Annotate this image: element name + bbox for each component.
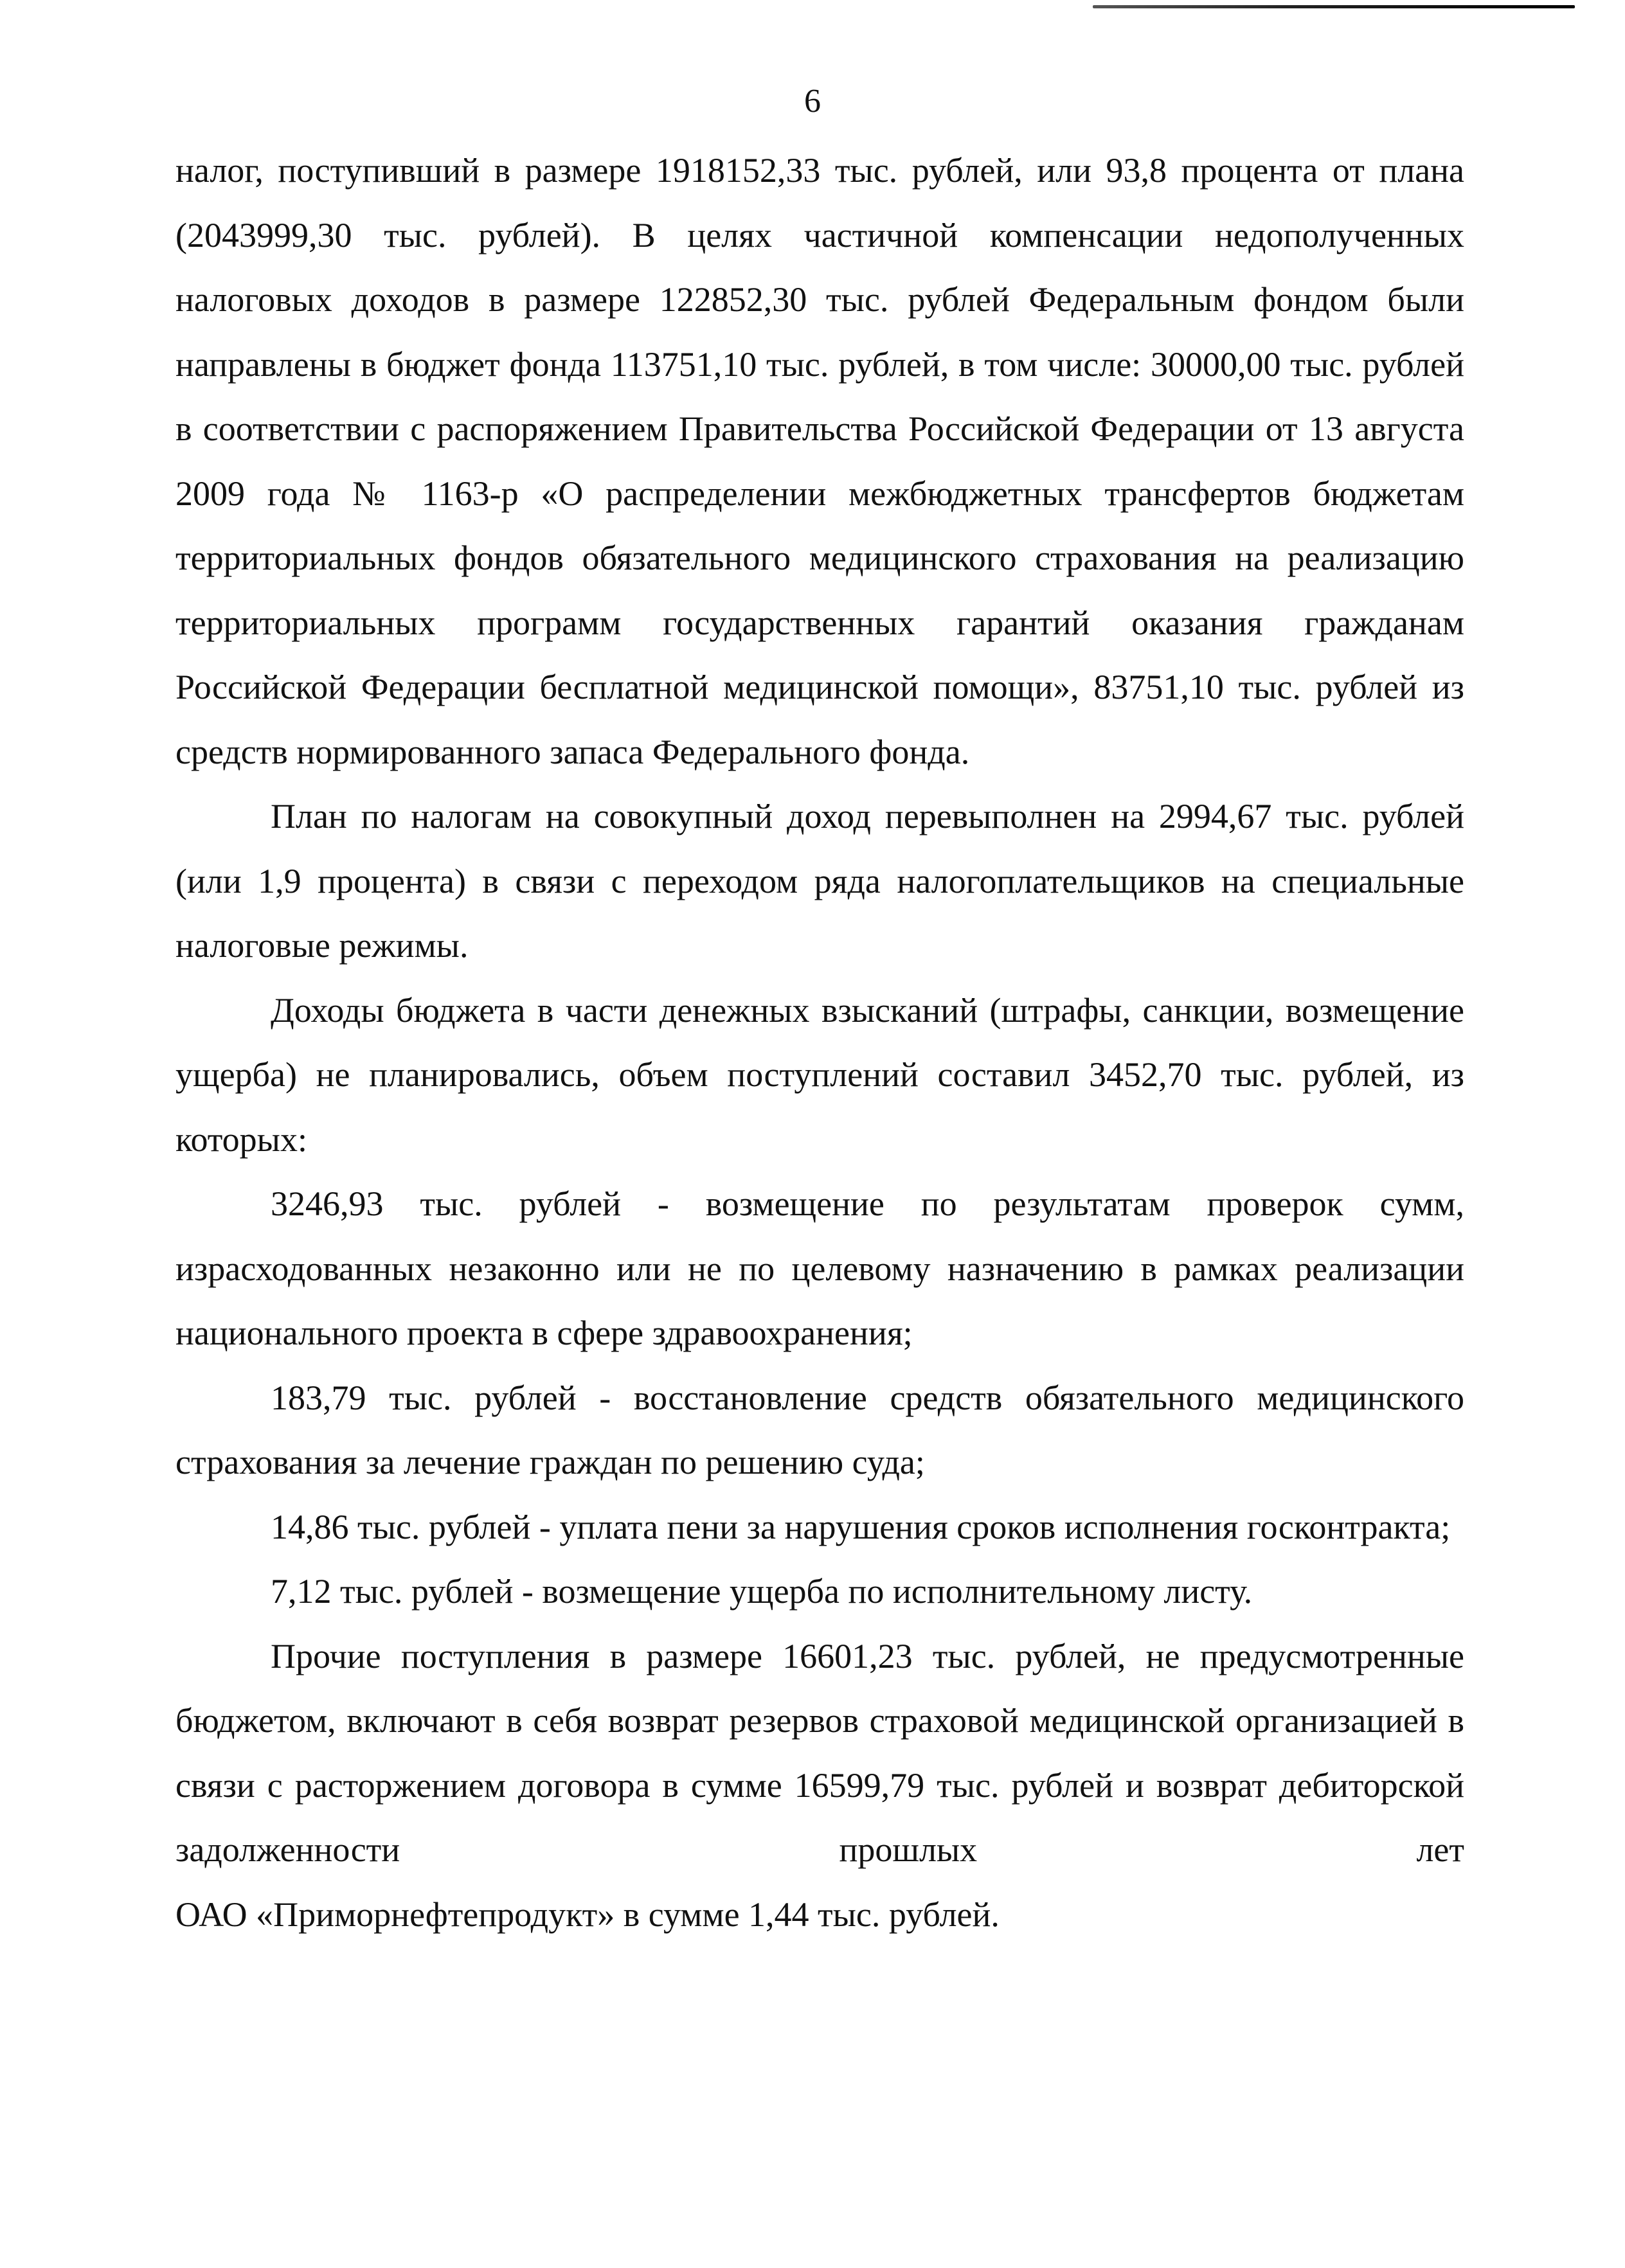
scan-edge-line [1093, 5, 1575, 8]
document-body [175, 138, 1464, 1947]
paragraph-other-receipts-end: ОАО «Приморнефтепродукт» в сумме 1,44 тыс. рублей. [175, 1895, 1000, 1934]
list-item-contract-penalty: 14,86 тыс. рублей - уплата пени за нарушения сроков исполнения госконтракта; [271, 1507, 1451, 1546]
list-item-damage-compensation: 7,12 тыс. рублей - возмещение ущерба по исполнительному листу. [271, 1572, 1253, 1611]
paragraph-aggregate-income-tax: План по налогам на совокупный доход перевыполнен на 2994,67 тыс. рублей (или 1,9 процента) в связи с переходом ряда налогоплательщиков на специальные налоговые режимы. [175, 797, 1464, 965]
paragraph-monetary-penalties: Доходы бюджета в части денежных взысканий (штрафы, санкции, возмещение ущерба) не планировались, объем поступлений составил 3452,70 тыс. рублей, из которых: [175, 990, 1464, 1159]
list-item-court-recovery: 183,79 тыс. рублей - восстановление средств обязательного медицинского страхования за лечение граждан по решению суда; [175, 1378, 1464, 1481]
page-number: 6 [804, 83, 821, 120]
paragraph-tax-revenue: налог, поступивший в размере 1918152,33 тыс. рублей, или 93,8 процента от плана (2043999,30 тыс. рублей). В целях частичной компенсации недополученных налоговых доходов в размере 122852,30 тыс. рублей Федеральным фондом были направлены в бюджет фонда 113751,10 тыс. рублей, в том числе: 30000,00 тыс. рублей в соответствии с распоряжением Правительства Российской Федерации от 13 августа 2009 года № 1163-р «О распределении межбюджетных трансфертов бюджетам территориальных фондов обязательного медицинского страхования на реализацию территориальных программ государственных гарантий оказания гражданам Российской Федерации бесплатной медицинской помощи», 83751,10 тыс. рублей из средств нормированного запаса Федерального фонда. [175, 151, 1464, 771]
paragraph-other-receipts: Прочие поступления в размере 16601,23 тыс. рублей, не предусмотренные бюджетом, включают в себя возврат резервов страховой медицинской организацией в связи с расторжением договора в сумме 16599,79 тыс. рублей и возврат дебиторской задолженности прошлых лет [175, 1636, 1464, 1869]
list-item-audit-refund: 3246,93 тыс. рублей - возмещение по результатам проверок сумм, израсходованных незаконно или не по целевому назначению в рамках реализации национального проекта в сфере здравоохранения; [175, 1184, 1464, 1352]
